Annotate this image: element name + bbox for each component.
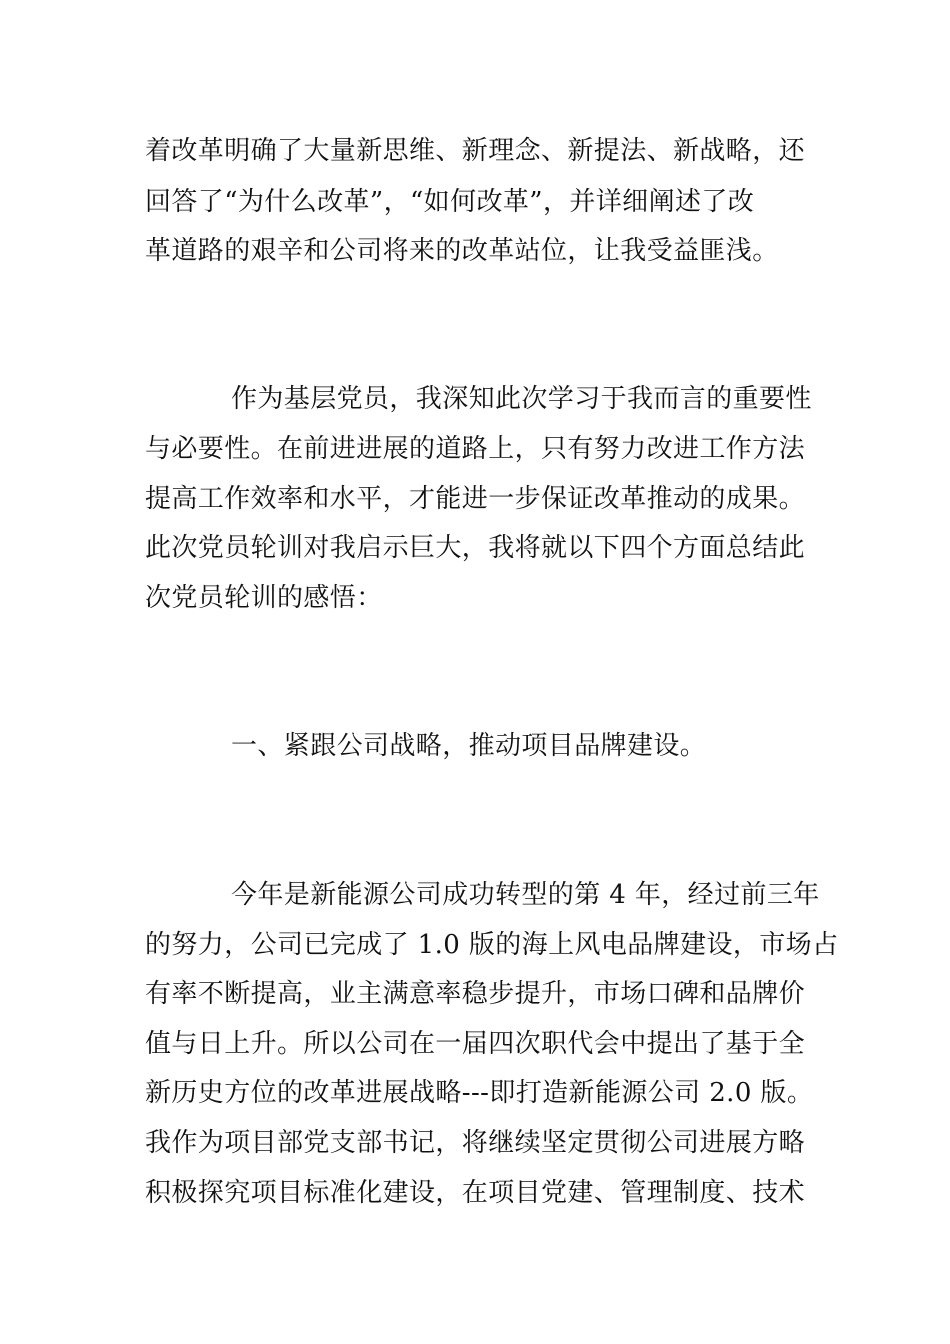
paragraph-3-line-4: 值与日上升。所以公司在一届四次职代会中提出了基于全 [145,1029,806,1059]
paragraph-3-line-7: 积极探究项目标准化建设，在项目党建、管理制度、技术 [145,1178,806,1208]
paragraph-2-line-4: 此次党员轮训对我启示巨大，我将就以下四个方面总结此 [145,533,806,563]
paragraph-1-line-1: 着改革明确了大量新思维、新理念、新提法、新战略，还 [145,136,806,166]
paragraph-3-line-2: 的努力，公司已完成了 1.0 版的海上风电品牌建设，市场占 [145,930,839,960]
section-heading-1: 一、紧跟公司战略，推动项目品牌建设。 [231,731,707,761]
paragraph-3-line-5: 新历史方位的改革进展战略---即打造新能源公司 2.0 版。 [145,1078,814,1108]
paragraph-3-line-3: 有率不断提高，业主满意率稳步提升，市场口碑和品牌价 [145,979,806,1009]
paragraph-2-line-3: 提高工作效率和水平，才能进一步保证改革推动的成果。 [145,484,806,514]
paragraph-3-line-6: 我作为项目部党支部书记，将继续坚定贯彻公司进展方略 [145,1128,806,1158]
paragraph-2-line-1: 作为基层党员，我深知此次学习于我而言的重要性 [231,384,812,414]
paragraph-2-line-5: 次党员轮训的感悟： [145,583,383,613]
paragraph-1-line-2: 回答了“为什么改革”，“如何改革”，并详细阐述了改 [145,187,755,217]
paragraph-3-line-1: 今年是新能源公司成功转型的第 4 年，经过前三年 [231,880,820,910]
paragraph-2-line-2: 与必要性。在前进进展的道路上，只有努力改进工作方法 [145,434,806,464]
paragraph-1-line-3: 革道路的艰辛和公司将来的改革站位，让我受益匪浅。 [145,236,779,266]
